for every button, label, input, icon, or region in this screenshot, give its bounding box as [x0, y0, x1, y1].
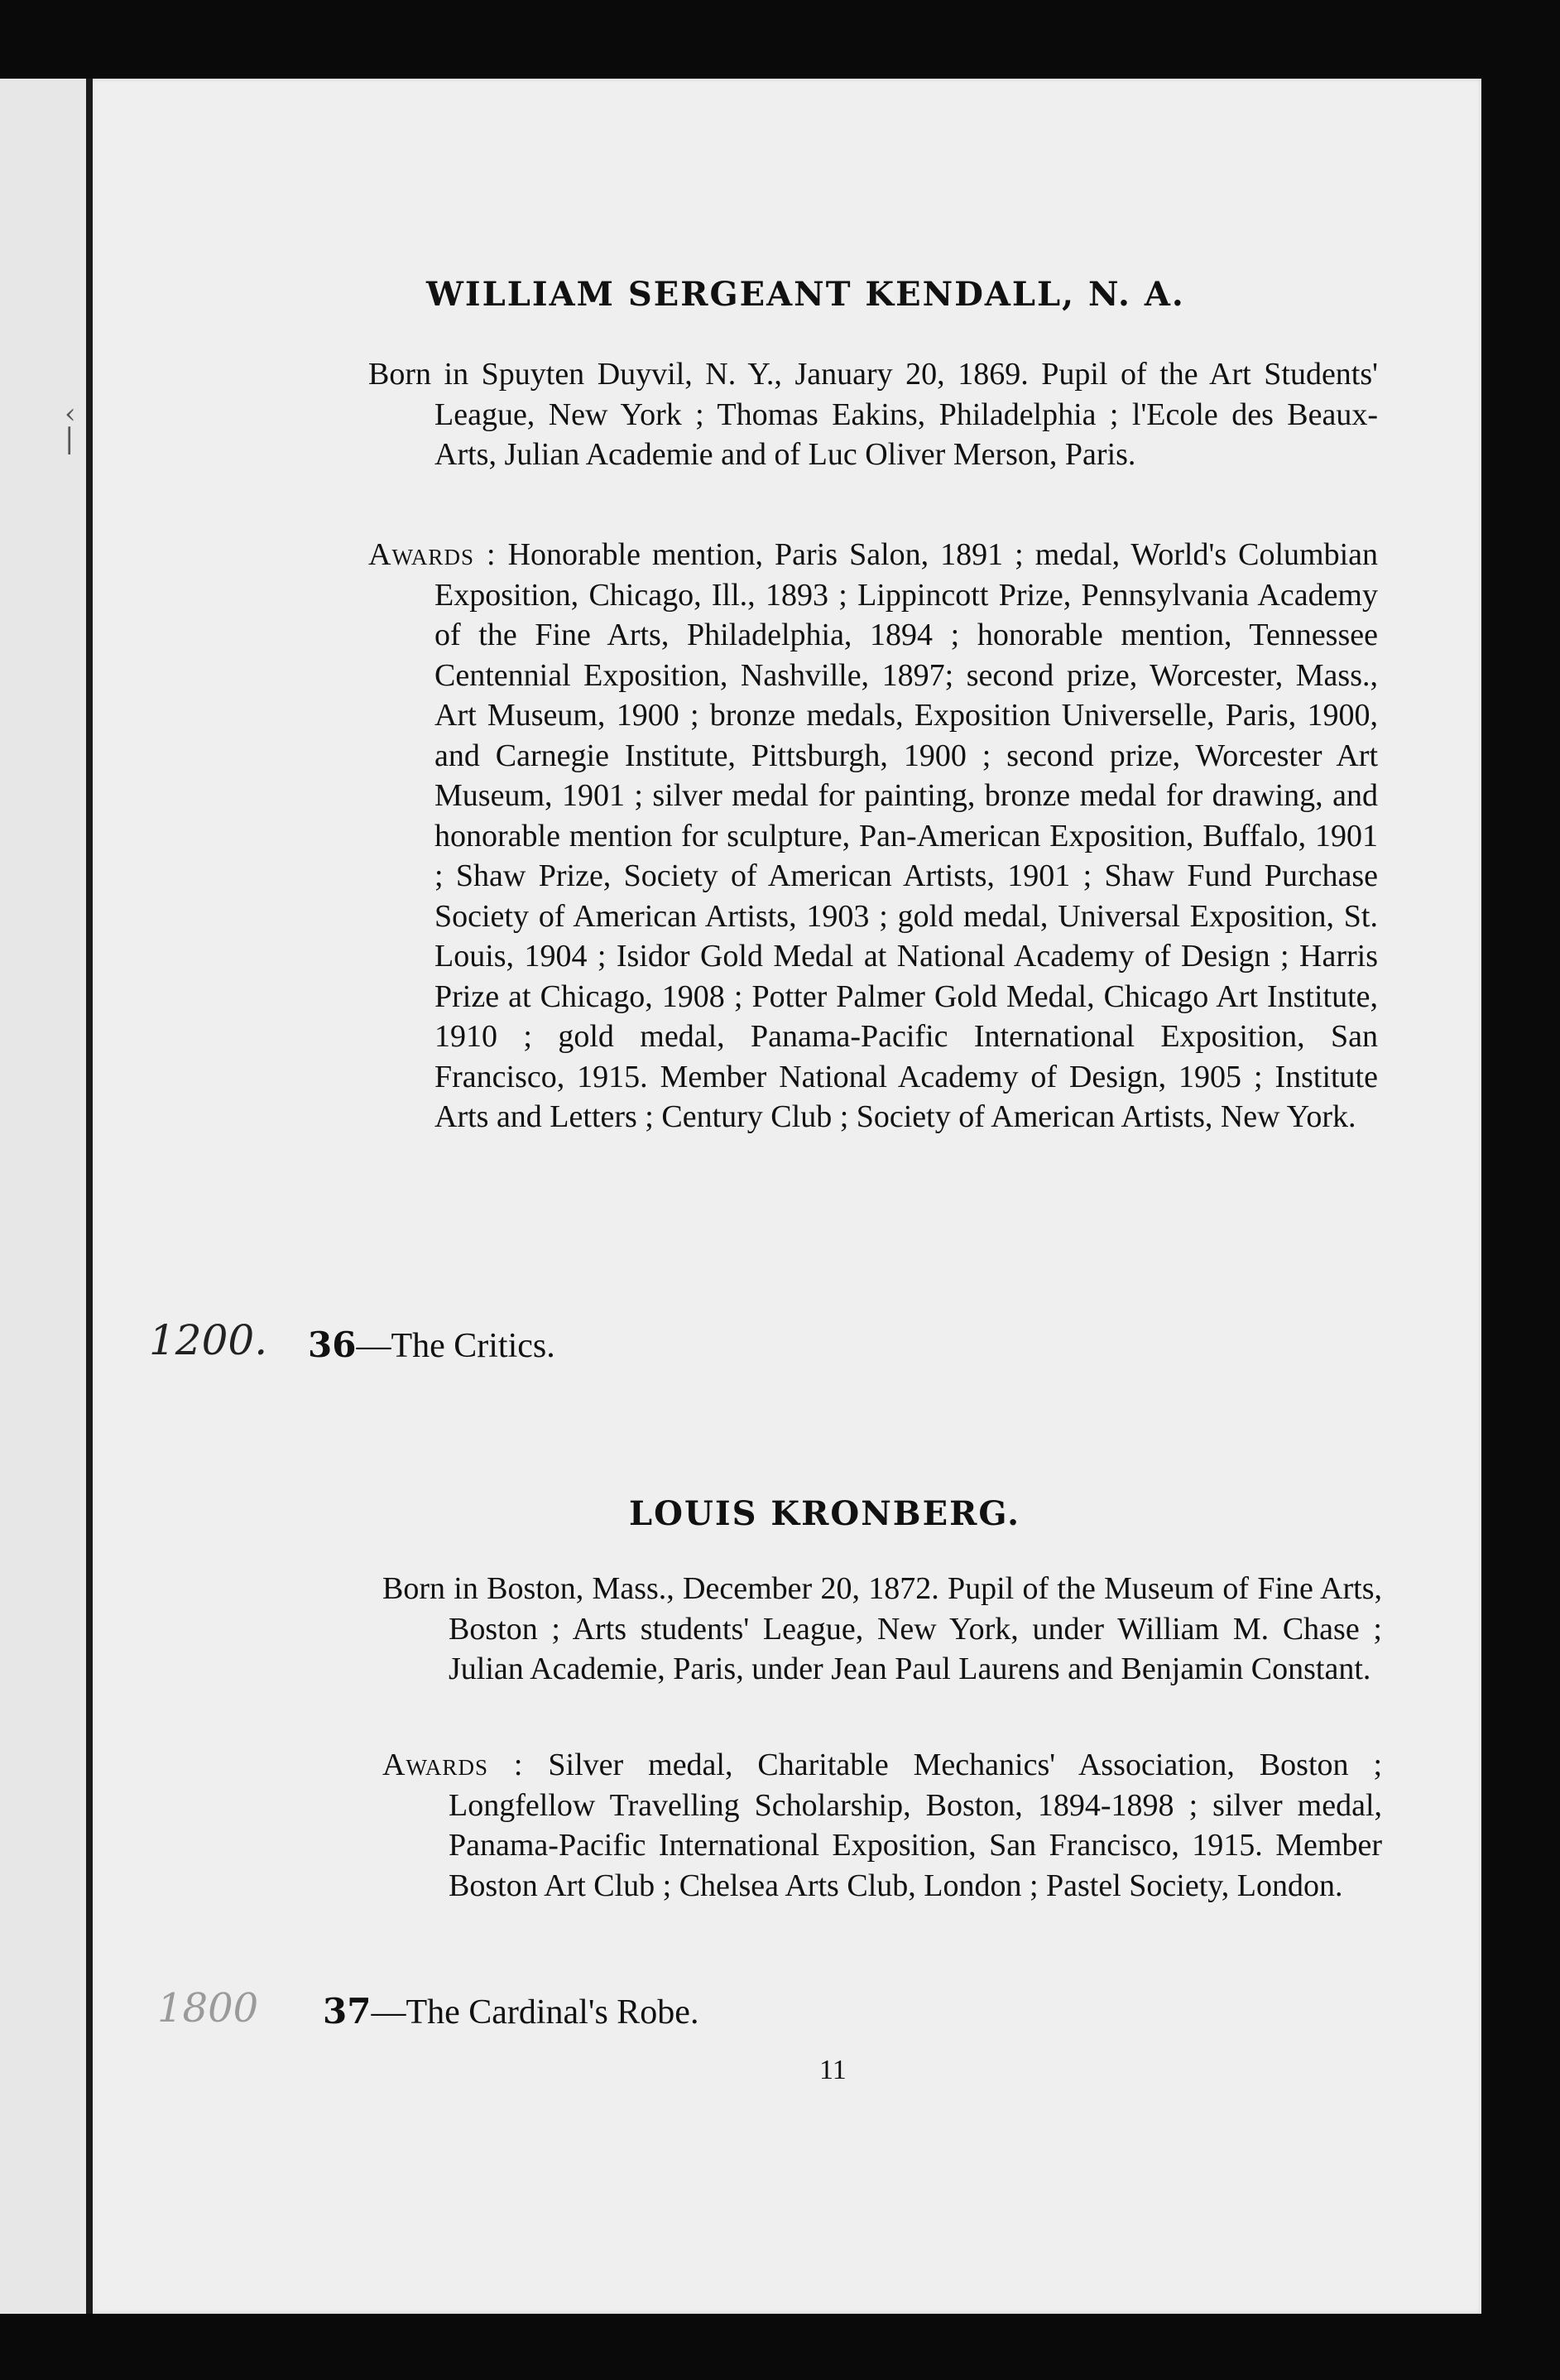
scan-artifact-mark: ‹ |: [65, 397, 76, 455]
kronberg-born-paragraph: Born in Boston, Mass., December 20, 1872. Pupil of the Museum of Fine Arts, Boston ; Arts students' League, New York, under William M. Chase ; Julian Academie, Paris, under Jean Paul Laurens and Benjamin Constant.: [382, 1571, 1382, 1686]
kendall-born-paragraph: Born in Spuyten Duyvil, N. Y., January 20, 1869. Pupil of the Art Students' League, New York ; Thomas Eakins, Philadelphia ; l'Ecole des Beaux-Arts, Julian Academie and of Luc Oliver Merson, Paris.: [368, 357, 1378, 472]
awards-label: Awards :: [368, 537, 497, 572]
kendall-awards-text: Honorable mention, Paris Salon, 1891 ; medal, World's Columbian Exposition, Chicago, Ill., 1893 ; Lippincott Prize, Pennsylvania Academy of the Fine Arts, Philadelphia, 1894 ; honorable mention, Tennessee Centennial Exposition, Nashville, 1897; second prize, Worcester, Mass., Art Museum, 1900 ; bronze medals, Exposition Universelle, Paris, 1900, and Carnegie Institute, Pittsburgh, 1900 ; second prize, Worcester Art Museum, 1901 ; silver medal for painting, bronze medal for drawing, and honorable mention for sculpture, Pan-American Exposition, Buffalo, 1901 ; Shaw Prize, Society of American Artists, 1901 ; Shaw Fund Purchase Society of American Artists, 1903 ; gold medal, Universal Exposition, St. Louis, 1904 ; Isidor Gold Medal at National Academy of Design ; Harris Prize at Chicago, 1908 ; Potter Palmer Gold Medal, Chicago Art Institute, 1910 ; gold medal, Panama-Pacific International Exposition, San Francisco, 1915. Member National Academy of Design, 1905 ; Institute Arts and Letters ; Century Club ; Society of American Artists, New York.: [434, 537, 1379, 1134]
handwritten-price-kronberg: 1800: [157, 1985, 259, 2031]
kronberg-awards-paragraph: [382, 1745, 1382, 1906]
kronberg-awards-text: Silver medal, Charitable Mechanics' Association, Boston ; Longfellow Travelling Scholarship, Boston, 1894-1898 ; silver medal, Panama-Pacific International Exposition, San Francisco, 1915. Member Boston Art Club ; Chelsea Arts Club, London ; Pastel Society, London.: [449, 1748, 1383, 1903]
kendall-awards-paragraph: [368, 535, 1378, 1137]
work-number: 37: [323, 1991, 372, 2031]
page-number: 11: [819, 2055, 847, 2085]
artist-heading-kendall: WILLIAM SERGEANT KENDALL, N. A.: [426, 275, 1185, 314]
page-spine: [86, 79, 93, 2314]
awards-label: Awards :: [382, 1748, 524, 1782]
work-entry-the-critics: [308, 1325, 555, 1366]
handwritten-price-kendall: 1200.: [149, 1316, 268, 1364]
work-entry-cardinals-robe: [323, 1991, 698, 2032]
work-title: —The Cardinal's Robe.: [371, 1993, 699, 2031]
work-title: —The Critics.: [356, 1327, 555, 1365]
work-number: 36: [308, 1325, 357, 1365]
artist-heading-kronberg: LOUIS KRONBERG.: [629, 1494, 1020, 1533]
